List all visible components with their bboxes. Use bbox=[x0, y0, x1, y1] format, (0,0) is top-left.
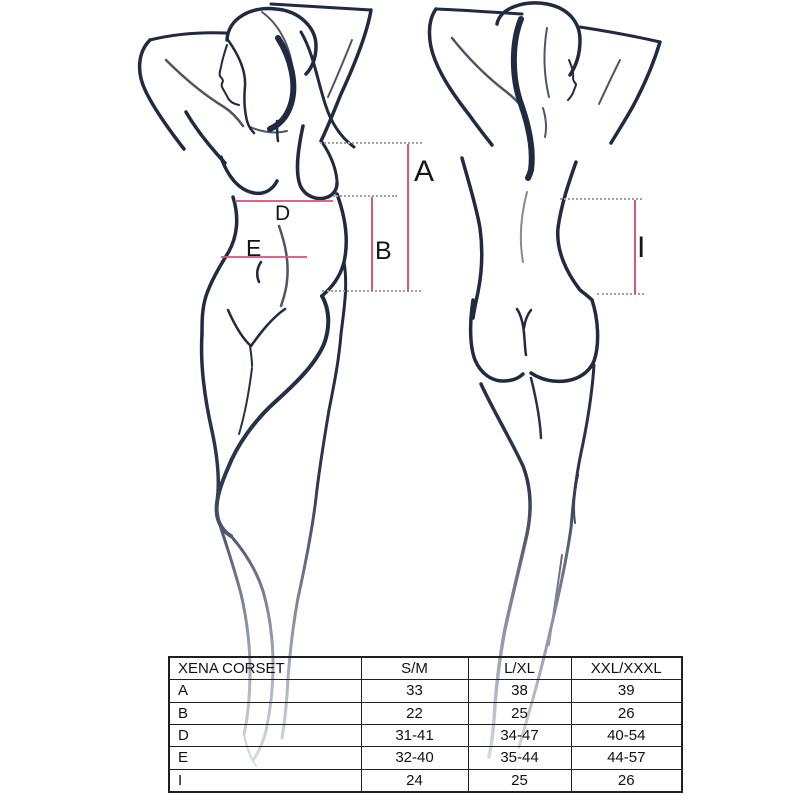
measure-label-a: A bbox=[414, 155, 435, 188]
front-right-arm-outer bbox=[321, 10, 371, 141]
table-cell: 31-41 bbox=[361, 724, 468, 746]
table-cell: 33 bbox=[361, 680, 468, 702]
back-spine-line bbox=[521, 192, 527, 262]
table-row bbox=[169, 724, 682, 746]
front-left-waist-hip bbox=[202, 197, 237, 334]
table-cell: 39 bbox=[571, 680, 682, 702]
front-pubis-right bbox=[251, 309, 285, 346]
front-right-waist bbox=[322, 194, 346, 296]
back-top-dotted-line bbox=[560, 198, 642, 200]
front-left-breast bbox=[221, 157, 277, 193]
back-neck-strand bbox=[543, 108, 546, 137]
measure-label-b: B bbox=[375, 237, 392, 265]
table-cell: 26 bbox=[571, 702, 682, 724]
front-crossing-thigh bbox=[217, 296, 329, 536]
measure-label-d: D bbox=[275, 202, 291, 225]
table-row-label: A bbox=[169, 680, 361, 702]
table-row bbox=[169, 702, 682, 724]
back-inner-right bbox=[549, 555, 562, 645]
underbust-dotted-line bbox=[333, 195, 397, 197]
table-header-size-xxl: XXL/XXXL bbox=[571, 657, 682, 680]
back-inner-left bbox=[531, 378, 541, 438]
front-left-arm-outer bbox=[140, 40, 184, 149]
back-right-arm-inner bbox=[599, 60, 620, 104]
table-cell: 32-40 bbox=[361, 747, 468, 769]
measure-line-b bbox=[371, 197, 373, 291]
table-row bbox=[169, 680, 682, 702]
back-hair-sweep bbox=[514, 19, 532, 178]
front-sternum bbox=[277, 121, 278, 141]
table-cell: 26 bbox=[571, 769, 682, 792]
front-left-forearm-top bbox=[150, 33, 226, 40]
back-right-forearm-top bbox=[580, 27, 660, 42]
table-row-label: E bbox=[169, 747, 361, 769]
table-row-label: B bbox=[169, 702, 361, 724]
table-header-product: XENA CORSET bbox=[169, 657, 361, 680]
front-left-thigh bbox=[202, 334, 219, 516]
front-hairline bbox=[228, 40, 254, 133]
back-crease-right bbox=[524, 310, 531, 328]
front-figure bbox=[140, 4, 371, 766]
front-abdomen-line bbox=[279, 226, 288, 306]
front-hair-strand bbox=[262, 12, 293, 88]
front-left-side bbox=[186, 112, 225, 163]
front-navel bbox=[257, 262, 261, 282]
front-inner-thigh bbox=[239, 368, 252, 434]
measure-label-i: I bbox=[637, 231, 646, 264]
back-right-buttock bbox=[531, 300, 598, 381]
table-row-label: D bbox=[169, 724, 361, 746]
table-cell: 22 bbox=[361, 702, 468, 724]
back-hair-strand bbox=[545, 28, 549, 97]
front-right-armpit bbox=[322, 142, 337, 181]
back-left-buttock bbox=[471, 300, 523, 381]
back-left-side bbox=[462, 158, 482, 318]
table-cell: 38 bbox=[468, 680, 571, 702]
table-cell: 24 bbox=[361, 769, 468, 792]
measure-line-e bbox=[221, 256, 307, 258]
table-cell: 25 bbox=[468, 769, 571, 792]
table-cell: 40-54 bbox=[571, 724, 682, 746]
back-right-arm-outer bbox=[611, 42, 660, 143]
table-row-label: I bbox=[169, 769, 361, 792]
back-crease-left bbox=[517, 309, 526, 355]
table-row bbox=[169, 769, 682, 792]
measure-line-a bbox=[407, 144, 409, 291]
front-left-forearm-inner bbox=[166, 60, 243, 126]
front-pubis-crease bbox=[250, 346, 252, 366]
size-table bbox=[168, 656, 683, 793]
table-row bbox=[169, 747, 682, 769]
table-cell: 44-57 bbox=[571, 747, 682, 769]
back-bottom-dotted-line bbox=[597, 293, 644, 295]
measure-line-i bbox=[634, 200, 636, 294]
front-right-arm-inner bbox=[328, 40, 352, 97]
table-cell: 35-44 bbox=[468, 747, 571, 769]
table-cell: 25 bbox=[468, 702, 571, 724]
back-right-side bbox=[558, 162, 592, 300]
table-header-row bbox=[169, 657, 682, 680]
table-cell: 34-47 bbox=[468, 724, 571, 746]
measure-label-e: E bbox=[246, 235, 262, 261]
table-header-size-lxl: L/XL bbox=[468, 657, 571, 680]
table-header-size-sm: S/M bbox=[361, 657, 468, 680]
front-pubis-left bbox=[228, 310, 251, 346]
back-left-arm-outer bbox=[429, 9, 492, 145]
back-figure bbox=[429, 3, 660, 757]
